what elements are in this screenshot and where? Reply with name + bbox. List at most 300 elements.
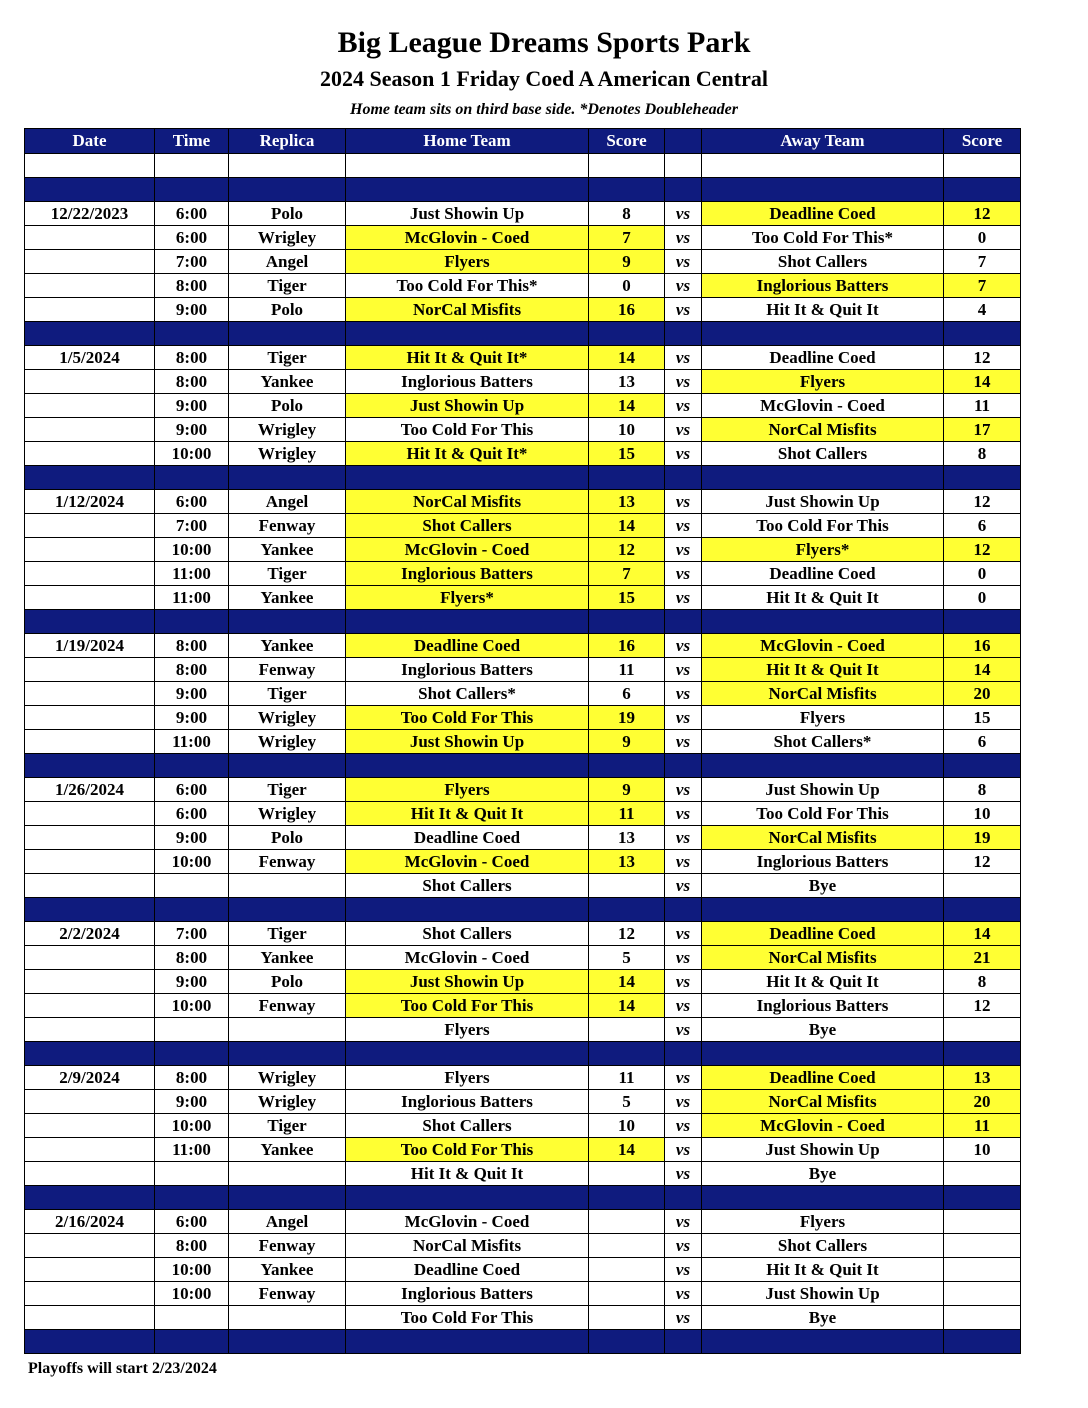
game-field: Wrigley — [229, 226, 346, 250]
vs-label: vs — [665, 418, 702, 442]
separator-cell — [589, 1042, 665, 1066]
game-date — [25, 418, 155, 442]
separator-cell — [155, 1330, 229, 1354]
game-row — [25, 418, 1021, 442]
game-field: Tiger — [229, 562, 346, 586]
separator-cell — [944, 1186, 1021, 1210]
game-date — [25, 394, 155, 418]
away-score: 20 — [944, 1090, 1021, 1114]
home-team: Hit It & Quit It — [346, 1162, 589, 1186]
separator-cell — [944, 898, 1021, 922]
week-separator-row — [25, 1330, 1021, 1354]
home-team: Just Showin Up — [346, 202, 589, 226]
week-separator-row — [25, 322, 1021, 346]
game-row — [25, 586, 1021, 610]
game-row — [25, 922, 1021, 946]
home-score: 14 — [589, 346, 665, 370]
game-time: 10:00 — [155, 994, 229, 1018]
week-separator-row — [25, 754, 1021, 778]
league-subtitle: 2024 Season 1 Friday Coed A American Central — [320, 66, 768, 91]
separator-cell — [25, 1186, 155, 1210]
vs-label: vs — [665, 922, 702, 946]
home-score: 14 — [589, 514, 665, 538]
separator-cell — [589, 1330, 665, 1354]
home-team: Shot Callers* — [346, 682, 589, 706]
game-date: 2/16/2024 — [25, 1210, 155, 1234]
home-score: 9 — [589, 730, 665, 754]
vs-label: vs — [665, 346, 702, 370]
home-score: 16 — [589, 298, 665, 322]
separator-cell — [25, 178, 155, 202]
home-team: Inglorious Batters — [346, 658, 589, 682]
game-date: 2/2/2024 — [25, 922, 155, 946]
away-score: 0 — [944, 586, 1021, 610]
separator-cell — [665, 178, 702, 202]
game-field: Wrigley — [229, 802, 346, 826]
separator-cell — [589, 754, 665, 778]
game-row — [25, 562, 1021, 586]
separator-cell — [346, 1042, 589, 1066]
away-team: Deadline Coed — [702, 202, 944, 226]
away-score: 10 — [944, 802, 1021, 826]
away-score: 12 — [944, 202, 1021, 226]
game-date — [25, 946, 155, 970]
game-field — [229, 1306, 346, 1330]
home-score: 14 — [589, 1138, 665, 1162]
home-team: Just Showin Up — [346, 730, 589, 754]
away-score — [944, 1282, 1021, 1306]
col-away-score-header: Score — [944, 129, 1021, 154]
home-score: 11 — [589, 1066, 665, 1090]
home-team: Inglorious Batters — [346, 562, 589, 586]
separator-cell — [346, 754, 589, 778]
game-date — [25, 874, 155, 898]
vs-label: vs — [665, 394, 702, 418]
separator-cell — [155, 322, 229, 346]
away-team: Bye — [702, 1306, 944, 1330]
away-team: Inglorious Batters — [702, 274, 944, 298]
game-row — [25, 250, 1021, 274]
away-team: Shot Callers — [702, 1234, 944, 1258]
separator-cell — [589, 898, 665, 922]
home-score: 9 — [589, 778, 665, 802]
vs-label: vs — [665, 562, 702, 586]
game-row — [25, 1114, 1021, 1138]
game-time: 11:00 — [155, 586, 229, 610]
game-date — [25, 970, 155, 994]
game-row — [25, 202, 1021, 226]
separator-cell — [665, 1186, 702, 1210]
separator-cell — [702, 322, 944, 346]
vs-label: vs — [665, 802, 702, 826]
game-date — [25, 586, 155, 610]
away-team: Just Showin Up — [702, 490, 944, 514]
vs-label: vs — [665, 634, 702, 658]
schedule-table — [24, 128, 1021, 1354]
away-team: NorCal Misfits — [702, 1090, 944, 1114]
game-row — [25, 1018, 1021, 1042]
separator-cell — [346, 322, 589, 346]
game-field: Fenway — [229, 850, 346, 874]
col-replica-header: Replica — [229, 129, 346, 154]
home-score — [589, 874, 665, 898]
game-row — [25, 1162, 1021, 1186]
game-field: Tiger — [229, 1114, 346, 1138]
away-score — [944, 1306, 1021, 1330]
game-row — [25, 658, 1021, 682]
game-field: Yankee — [229, 946, 346, 970]
game-time: 8:00 — [155, 370, 229, 394]
away-team: Just Showin Up — [702, 1138, 944, 1162]
game-field: Angel — [229, 250, 346, 274]
away-score: 0 — [944, 562, 1021, 586]
away-score: 12 — [944, 994, 1021, 1018]
away-score: 6 — [944, 514, 1021, 538]
game-field: Polo — [229, 826, 346, 850]
home-team: Inglorious Batters — [346, 370, 589, 394]
game-date — [25, 1282, 155, 1306]
home-score: 19 — [589, 706, 665, 730]
page-title: Big League Dreams Sports Park — [337, 26, 751, 59]
separator-cell — [589, 466, 665, 490]
game-row — [25, 346, 1021, 370]
vs-label: vs — [665, 442, 702, 466]
game-time: 8:00 — [155, 658, 229, 682]
separator-cell — [229, 1330, 346, 1354]
game-time: 11:00 — [155, 562, 229, 586]
away-score: 8 — [944, 970, 1021, 994]
vs-label: vs — [665, 1282, 702, 1306]
away-score — [944, 874, 1021, 898]
away-score: 8 — [944, 442, 1021, 466]
game-field — [229, 1162, 346, 1186]
col-time-header: Time — [155, 129, 229, 154]
game-row — [25, 778, 1021, 802]
away-team: Too Cold For This — [702, 802, 944, 826]
separator-cell — [589, 322, 665, 346]
away-team: Deadline Coed — [702, 346, 944, 370]
home-team: Too Cold For This — [346, 994, 589, 1018]
away-team: Hit It & Quit It — [702, 1258, 944, 1282]
away-score: 10 — [944, 1138, 1021, 1162]
home-score: 8 — [589, 202, 665, 226]
separator-cell — [346, 898, 589, 922]
game-date: 1/19/2024 — [25, 634, 155, 658]
away-team: Flyers — [702, 370, 944, 394]
vs-label: vs — [665, 826, 702, 850]
separator-cell — [155, 1042, 229, 1066]
vs-label: vs — [665, 226, 702, 250]
game-field: Yankee — [229, 1258, 346, 1282]
home-team: McGlovin - Coed — [346, 850, 589, 874]
game-row — [25, 946, 1021, 970]
game-row — [25, 1258, 1021, 1282]
game-row — [25, 1090, 1021, 1114]
home-team: Too Cold For This — [346, 1138, 589, 1162]
separator-cell — [346, 1330, 589, 1354]
home-team: McGlovin - Coed — [346, 226, 589, 250]
away-team: Hit It & Quit It — [702, 298, 944, 322]
home-team: Flyers — [346, 778, 589, 802]
game-time: 9:00 — [155, 298, 229, 322]
away-team: Inglorious Batters — [702, 994, 944, 1018]
game-time: 9:00 — [155, 970, 229, 994]
separator-cell — [25, 610, 155, 634]
vs-label: vs — [665, 586, 702, 610]
home-score: 9 — [589, 250, 665, 274]
away-team: NorCal Misfits — [702, 946, 944, 970]
home-score — [589, 1234, 665, 1258]
game-row — [25, 226, 1021, 250]
away-score — [944, 1018, 1021, 1042]
home-score: 12 — [589, 538, 665, 562]
home-score — [589, 1282, 665, 1306]
separator-cell — [25, 1042, 155, 1066]
game-time: 9:00 — [155, 682, 229, 706]
away-team: NorCal Misfits — [702, 682, 944, 706]
away-score — [944, 1258, 1021, 1282]
week-separator-row — [25, 898, 1021, 922]
separator-cell — [944, 1330, 1021, 1354]
game-field: Tiger — [229, 682, 346, 706]
game-field: Polo — [229, 394, 346, 418]
away-score: 12 — [944, 538, 1021, 562]
separator-cell — [944, 322, 1021, 346]
game-field: Wrigley — [229, 442, 346, 466]
game-time: 9:00 — [155, 706, 229, 730]
game-row — [25, 490, 1021, 514]
separator-cell — [665, 754, 702, 778]
vs-label: vs — [665, 1162, 702, 1186]
vs-label: vs — [665, 1258, 702, 1282]
game-date — [25, 994, 155, 1018]
game-date: 2/9/2024 — [25, 1066, 155, 1090]
game-time: 9:00 — [155, 394, 229, 418]
home-team: NorCal Misfits — [346, 490, 589, 514]
game-field: Wrigley — [229, 706, 346, 730]
vs-label: vs — [665, 1210, 702, 1234]
away-score: 14 — [944, 658, 1021, 682]
away-score: 20 — [944, 682, 1021, 706]
away-score: 16 — [944, 634, 1021, 658]
away-team: Hit It & Quit It — [702, 586, 944, 610]
away-team: Shot Callers — [702, 250, 944, 274]
away-score: 12 — [944, 850, 1021, 874]
game-date — [25, 802, 155, 826]
game-date — [25, 1138, 155, 1162]
game-date — [25, 370, 155, 394]
vs-label: vs — [665, 514, 702, 538]
vs-label: vs — [665, 1090, 702, 1114]
home-score: 12 — [589, 922, 665, 946]
game-date — [25, 442, 155, 466]
game-date — [25, 1018, 155, 1042]
vs-label: vs — [665, 946, 702, 970]
col-home-score-header: Score — [589, 129, 665, 154]
game-time: 6:00 — [155, 778, 229, 802]
home-team: Deadline Coed — [346, 634, 589, 658]
game-date — [25, 226, 155, 250]
separator-cell — [702, 898, 944, 922]
home-team: NorCal Misfits — [346, 1234, 589, 1258]
separator-cell — [944, 466, 1021, 490]
away-team: Bye — [702, 874, 944, 898]
game-date — [25, 1258, 155, 1282]
home-team: Flyers — [346, 1018, 589, 1042]
game-field: Fenway — [229, 1282, 346, 1306]
game-date — [25, 298, 155, 322]
game-row — [25, 1234, 1021, 1258]
separator-cell — [155, 466, 229, 490]
away-score: 0 — [944, 226, 1021, 250]
game-field — [229, 874, 346, 898]
vs-label: vs — [665, 658, 702, 682]
home-team: Shot Callers — [346, 874, 589, 898]
game-date: 1/26/2024 — [25, 778, 155, 802]
away-score: 13 — [944, 1066, 1021, 1090]
game-time: 10:00 — [155, 1282, 229, 1306]
game-date — [25, 1234, 155, 1258]
game-time: 8:00 — [155, 346, 229, 370]
vs-label: vs — [665, 538, 702, 562]
separator-cell — [229, 754, 346, 778]
away-team: Too Cold For This — [702, 514, 944, 538]
separator-cell — [25, 466, 155, 490]
game-time: 8:00 — [155, 946, 229, 970]
away-score: 7 — [944, 274, 1021, 298]
away-score: 17 — [944, 418, 1021, 442]
away-team: Shot Callers — [702, 442, 944, 466]
week-separator-row — [25, 178, 1021, 202]
away-score: 11 — [944, 1114, 1021, 1138]
home-team: Just Showin Up — [346, 394, 589, 418]
game-date — [25, 250, 155, 274]
away-score: 12 — [944, 490, 1021, 514]
separator-cell — [702, 754, 944, 778]
separator-cell — [665, 1330, 702, 1354]
vs-label: vs — [665, 202, 702, 226]
away-score: 12 — [944, 346, 1021, 370]
home-team: McGlovin - Coed — [346, 1210, 589, 1234]
game-time: 6:00 — [155, 490, 229, 514]
game-time: 9:00 — [155, 418, 229, 442]
vs-label: vs — [665, 274, 702, 298]
game-row — [25, 1210, 1021, 1234]
away-team: Hit It & Quit It — [702, 658, 944, 682]
vs-label: vs — [665, 970, 702, 994]
game-field: Wrigley — [229, 1090, 346, 1114]
game-date — [25, 730, 155, 754]
game-field: Yankee — [229, 538, 346, 562]
separator-cell — [155, 178, 229, 202]
vs-label: vs — [665, 1306, 702, 1330]
home-score — [589, 1162, 665, 1186]
game-row — [25, 874, 1021, 898]
away-team: Bye — [702, 1018, 944, 1042]
away-score: 11 — [944, 394, 1021, 418]
home-team: Too Cold For This — [346, 1306, 589, 1330]
separator-cell — [589, 1186, 665, 1210]
game-time: 10:00 — [155, 850, 229, 874]
game-date — [25, 1306, 155, 1330]
away-team: McGlovin - Coed — [702, 634, 944, 658]
game-field: Wrigley — [229, 1066, 346, 1090]
game-row — [25, 682, 1021, 706]
home-team: Too Cold For This — [346, 418, 589, 442]
game-field: Polo — [229, 202, 346, 226]
game-time: 9:00 — [155, 826, 229, 850]
vs-label: vs — [665, 1138, 702, 1162]
game-date — [25, 1090, 155, 1114]
game-date — [25, 706, 155, 730]
home-team: Hit It & Quit It* — [346, 442, 589, 466]
game-row — [25, 994, 1021, 1018]
home-score — [589, 1018, 665, 1042]
home-team: Shot Callers — [346, 1114, 589, 1138]
away-team: Just Showin Up — [702, 1282, 944, 1306]
game-field: Yankee — [229, 586, 346, 610]
game-row — [25, 730, 1021, 754]
separator-cell — [665, 610, 702, 634]
game-field: Wrigley — [229, 418, 346, 442]
vs-label: vs — [665, 850, 702, 874]
game-time: 9:00 — [155, 1090, 229, 1114]
separator-cell — [155, 1186, 229, 1210]
game-row — [25, 1138, 1021, 1162]
game-row — [25, 1282, 1021, 1306]
away-team: Hit It & Quit It — [702, 970, 944, 994]
game-date: 1/5/2024 — [25, 346, 155, 370]
game-row — [25, 970, 1021, 994]
separator-cell — [944, 178, 1021, 202]
game-row — [25, 1306, 1021, 1330]
away-score: 14 — [944, 922, 1021, 946]
vs-label: vs — [665, 1114, 702, 1138]
separator-cell — [702, 1330, 944, 1354]
game-time — [155, 1306, 229, 1330]
separator-cell — [702, 610, 944, 634]
col-vs-header — [665, 129, 702, 154]
home-score: 7 — [589, 562, 665, 586]
col-away-team-header: Away Team — [702, 129, 944, 154]
separator-cell — [155, 898, 229, 922]
home-team: Inglorious Batters — [346, 1282, 589, 1306]
home-team: Just Showin Up — [346, 970, 589, 994]
vs-label: vs — [665, 874, 702, 898]
home-score: 13 — [589, 826, 665, 850]
game-row — [25, 298, 1021, 322]
separator-cell — [25, 1330, 155, 1354]
game-field: Tiger — [229, 346, 346, 370]
home-team: Hit It & Quit It — [346, 802, 589, 826]
separator-cell — [25, 754, 155, 778]
game-time: 7:00 — [155, 250, 229, 274]
blank-cell — [25, 154, 155, 178]
vs-label: vs — [665, 298, 702, 322]
home-score: 5 — [589, 1090, 665, 1114]
separator-cell — [702, 1042, 944, 1066]
game-field: Fenway — [229, 994, 346, 1018]
week-separator-row — [25, 1042, 1021, 1066]
game-row — [25, 706, 1021, 730]
home-team: Flyers — [346, 1066, 589, 1090]
home-score: 10 — [589, 1114, 665, 1138]
home-score — [589, 1306, 665, 1330]
separator-cell — [944, 1042, 1021, 1066]
separator-cell — [229, 1186, 346, 1210]
away-score — [944, 1210, 1021, 1234]
game-row — [25, 370, 1021, 394]
